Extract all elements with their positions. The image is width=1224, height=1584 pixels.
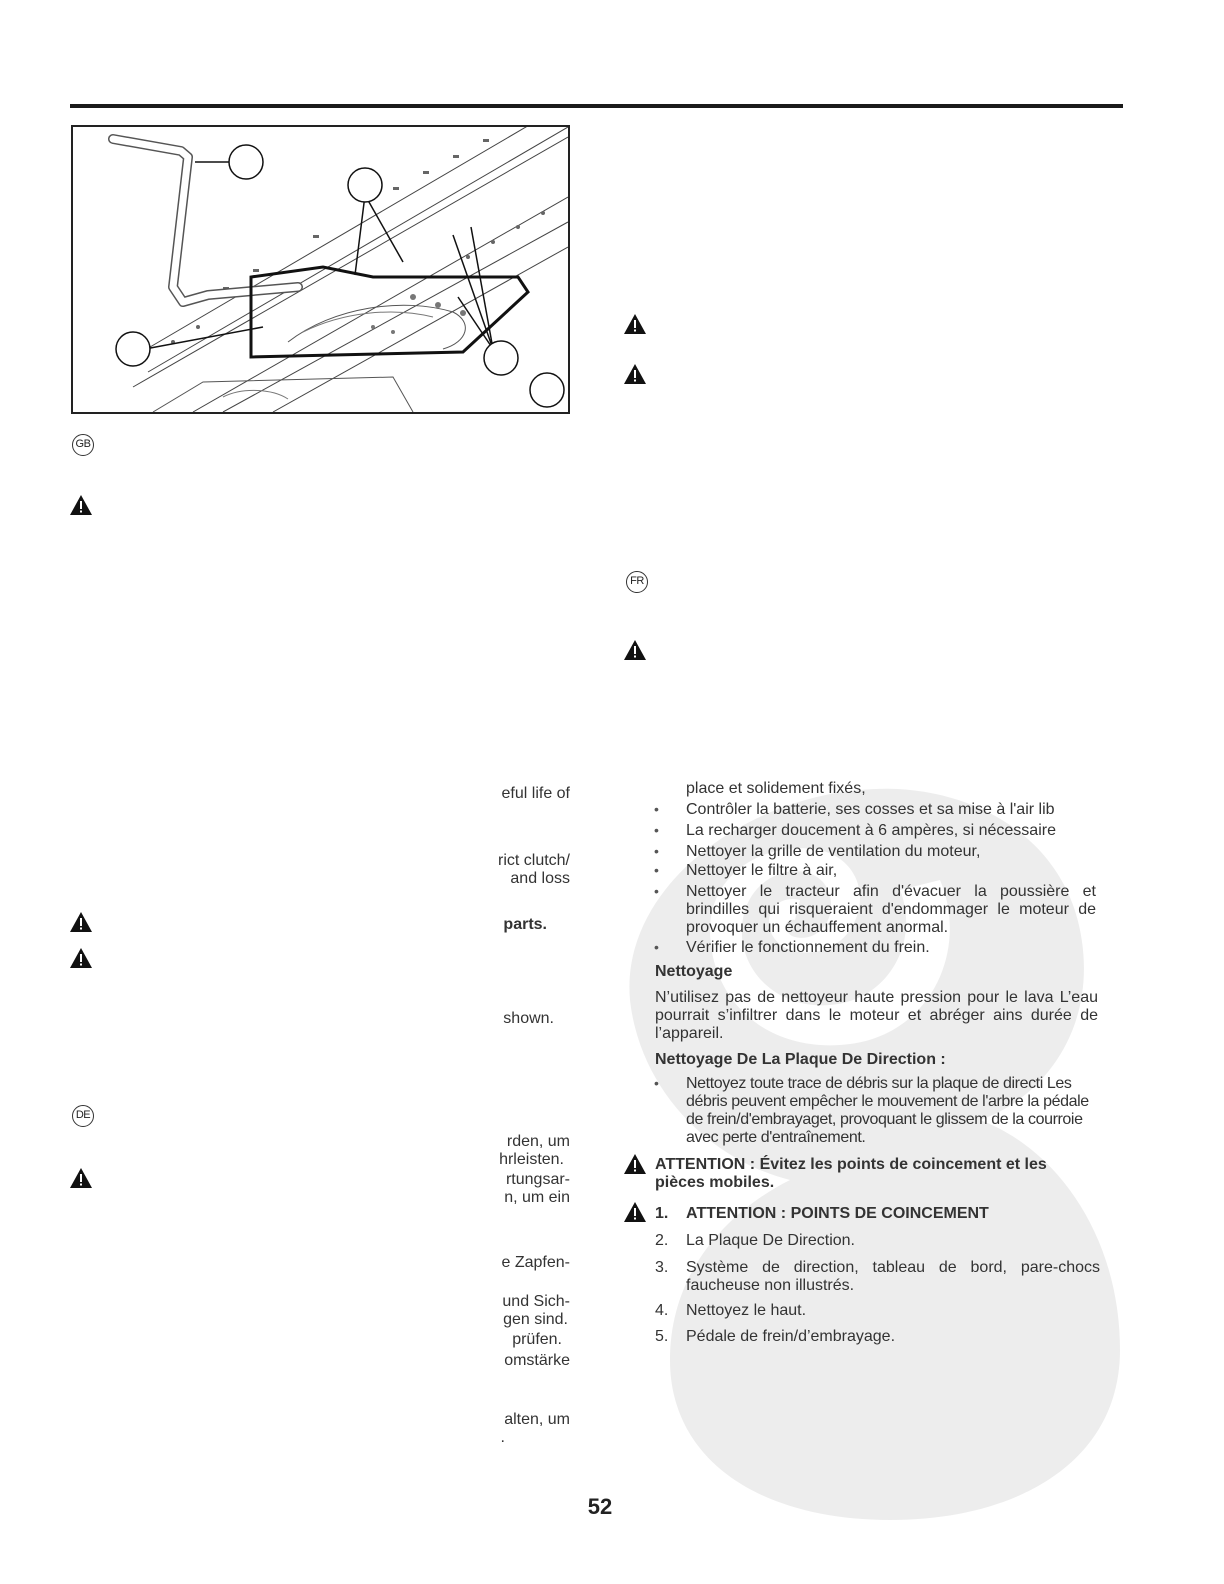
language-badge-de: DE <box>72 1105 94 1127</box>
text-fragment: und Sich- <box>502 1293 570 1310</box>
text-fragment: . <box>500 1429 505 1446</box>
list-item: ATTENTION : POINTS DE COINCEMENT <box>686 1205 989 1222</box>
list-number: 2. <box>655 1232 669 1249</box>
bullet: • <box>654 862 659 878</box>
bullet: • <box>654 1075 659 1091</box>
attention-text: ATTENTION : Évitez les points de coincement et les pièces mobiles. <box>655 1156 1047 1191</box>
bullet: • <box>654 822 659 838</box>
text-fragment: n, um ein <box>504 1189 570 1206</box>
text-fragment: omstärke <box>504 1352 570 1369</box>
list-number: 4. <box>655 1302 669 1319</box>
list-item: Système de direction, tableau de bord, pare-chocs faucheuse non illustrés. <box>686 1259 1100 1294</box>
text-fragment: alten, um <box>504 1411 570 1428</box>
warning-icon <box>624 640 646 660</box>
maintenance-item: Contrôler la batterie, ses cosses et sa mise à l'air lib <box>686 801 1055 818</box>
callout-1 <box>229 145 263 179</box>
list-number: 3. <box>655 1259 669 1276</box>
warning-icon <box>624 364 646 384</box>
text-fragment: hrleisten. <box>499 1151 564 1168</box>
plate-bullet: Nettoyez toute trace de débris sur la plaque de directi Les débris peuvent empêcher le mouvement de l'arbre la pédale de frein/d'embrayaget, provoquant le glissem de la courroie avec perte d'entraînement. <box>686 1075 1089 1146</box>
warning-icon <box>70 495 92 515</box>
list-item: La Plaque De Direction. <box>686 1232 855 1249</box>
list-number: 5. <box>655 1328 669 1345</box>
cleaning-paragraph: N’utilisez pas de nettoyeur haute pression pour le lava L’eau pourrait s’infiltrer dans le moteur et abréger ains durée de l’appareil. <box>655 989 1098 1042</box>
top-rule <box>70 104 1123 108</box>
warning-icon <box>624 1202 646 1222</box>
bullet: • <box>654 843 659 859</box>
maintenance-item: Vérifier le fonctionnement du frein. <box>686 939 930 956</box>
warning-icon <box>70 948 92 968</box>
maintenance-item: La recharger doucement à 6 ampères, si nécessaire <box>686 822 1056 839</box>
cleaning-heading: Nettoyage <box>655 963 733 980</box>
text-fragment: prüfen. <box>512 1331 562 1348</box>
text-fragment: shown. <box>503 1010 554 1027</box>
callout-3 <box>116 332 150 366</box>
maintenance-item: Nettoyer le filtre à air, <box>686 862 838 879</box>
callout-4 <box>484 341 518 375</box>
text-fragment: eful life of <box>501 785 570 802</box>
text-fragment: rict clutch/ <box>497 852 570 869</box>
language-badge-gb: GB <box>72 434 94 456</box>
figure-steering-plate <box>71 125 570 414</box>
fr-line-place: place et solidement fixés, <box>686 780 866 797</box>
text-fragment: rden, um <box>506 1133 570 1150</box>
callout-2 <box>348 168 382 202</box>
text-fragment: gen sind. <box>503 1311 568 1328</box>
list-item: Pédale de frein/d’embrayage. <box>686 1328 896 1345</box>
maintenance-item: Nettoyer la grille de ventilation du moteur, <box>686 843 981 860</box>
language-badge-fr: FR <box>626 571 648 593</box>
bullet: • <box>654 883 659 899</box>
bullet: • <box>654 801 659 817</box>
page-number: 52 <box>587 1494 613 1519</box>
text-fragment: and loss <box>510 870 570 887</box>
text-fragment: e Zapfen- <box>501 1254 570 1271</box>
list-item: Nettoyez le haut. <box>686 1302 807 1319</box>
text-fragment: rtungsar- <box>505 1171 570 1188</box>
warning-icon <box>70 912 92 932</box>
diagram-illustration <box>73 127 568 412</box>
warning-icon <box>70 1168 92 1188</box>
bullet: • <box>654 939 659 955</box>
list-number: 1. <box>655 1205 669 1222</box>
plate-heading: Nettoyage De La Plaque De Direction : <box>655 1051 946 1068</box>
callout-5 <box>530 373 564 407</box>
warning-icon <box>624 1154 646 1174</box>
warning-icon <box>624 314 646 334</box>
text-fragment: parts. <box>503 916 547 933</box>
maintenance-item: Nettoyer le tracteur afin d'évacuer la poussière et brindilles qui risqueraient d'endommager le moteur de provoquer un échauffement anormal. <box>686 883 1096 936</box>
